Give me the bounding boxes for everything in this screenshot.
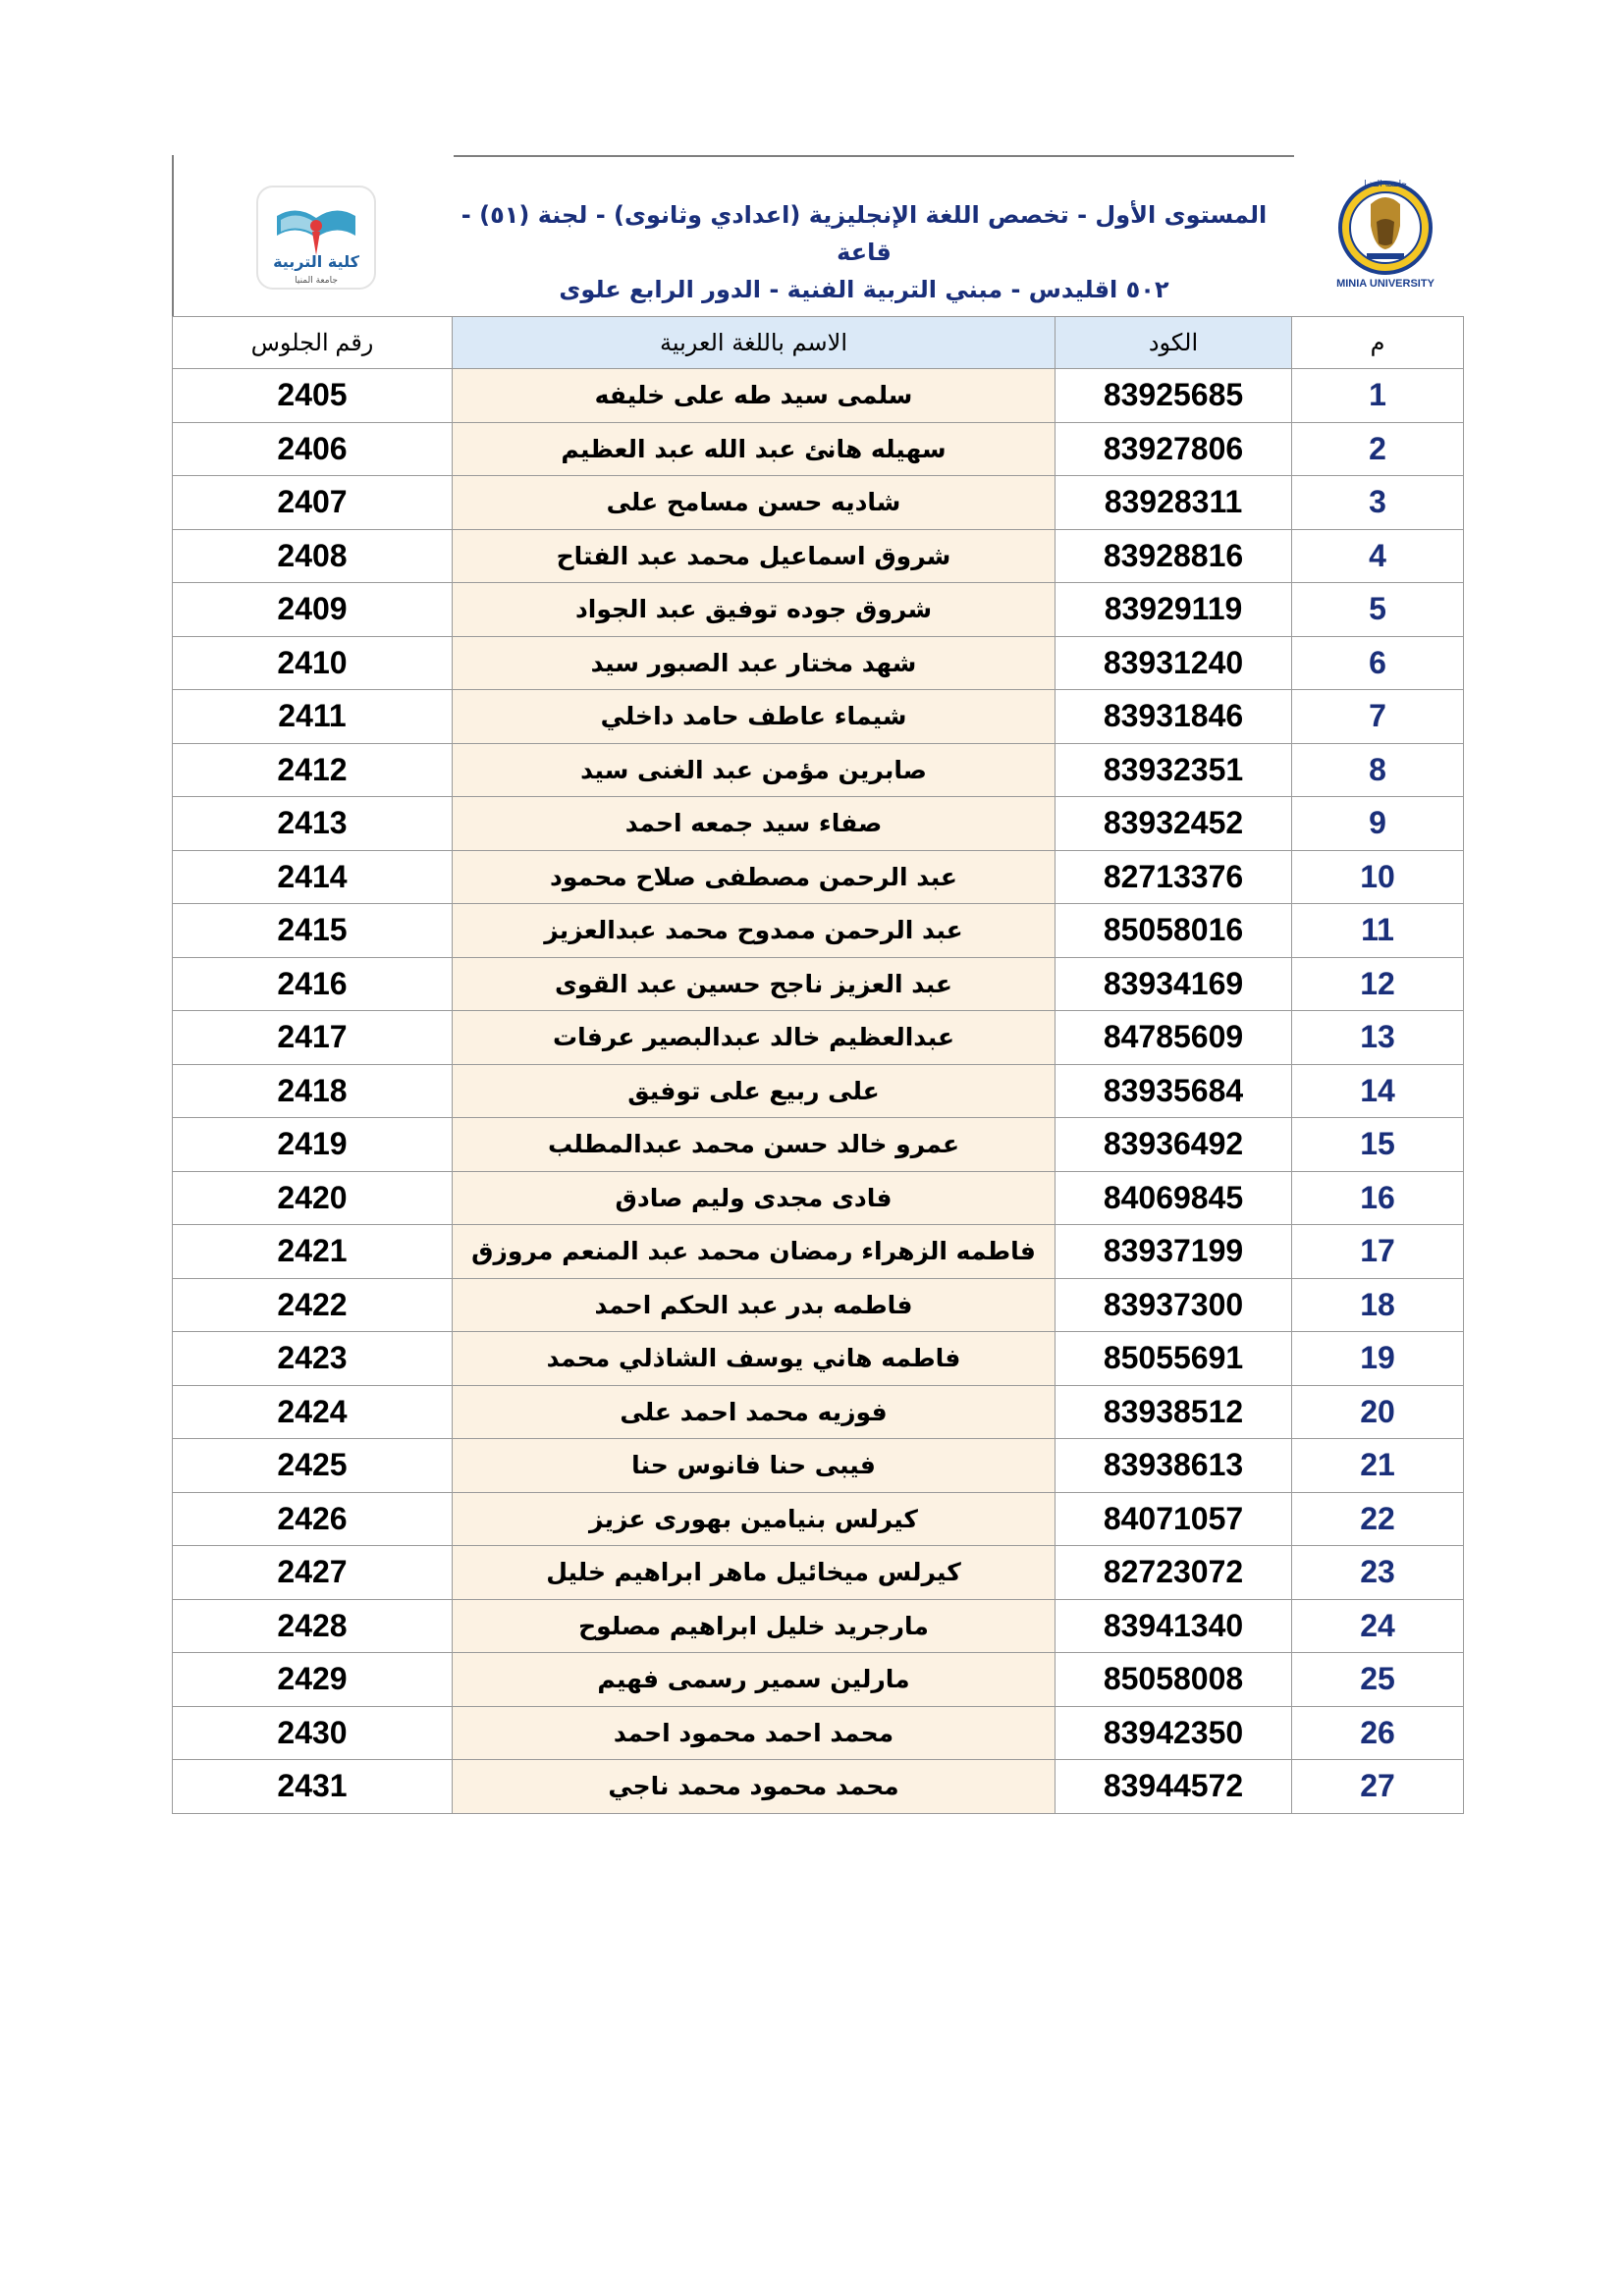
row-index: 4	[1292, 529, 1464, 583]
row-seat-number: 2417	[173, 1011, 453, 1065]
row-seat-number: 2415	[173, 904, 453, 958]
row-code: 83927806	[1056, 422, 1292, 476]
right-logo-caption: MINIA UNIVERSITY	[1336, 278, 1435, 290]
table-row	[173, 1118, 1464, 1172]
row-index: 15	[1292, 1118, 1464, 1172]
row-seat-number: 2405	[173, 369, 453, 423]
row-code: 85055691	[1056, 1332, 1292, 1386]
row-index: 8	[1292, 743, 1464, 797]
row-code: 83938512	[1056, 1385, 1292, 1439]
column-header-seat: رقم الجلوس	[173, 317, 453, 369]
row-name: شيماء عاطف حامد داخلي	[453, 690, 1056, 744]
row-index: 16	[1292, 1171, 1464, 1225]
row-seat-number: 2413	[173, 797, 453, 851]
row-index: 7	[1292, 690, 1464, 744]
row-name: مارجريد خليل ابراهيم مصلوح	[453, 1599, 1056, 1653]
row-code: 83928311	[1056, 476, 1292, 530]
table-row	[173, 369, 1464, 423]
column-header-code: الكود	[1056, 317, 1292, 369]
row-code: 83929119	[1056, 583, 1292, 637]
row-index: 26	[1292, 1706, 1464, 1760]
table-row	[173, 797, 1464, 851]
table-row	[173, 1760, 1464, 1814]
row-seat-number: 2428	[173, 1599, 453, 1653]
row-index: 5	[1292, 583, 1464, 637]
table-row	[173, 743, 1464, 797]
row-name: فاطمه هاني يوسف الشاذلي محمد	[453, 1332, 1056, 1386]
student-roster-table	[172, 316, 1464, 1814]
row-name: صابرين مؤمن عبد الغنى سيد	[453, 743, 1056, 797]
table-body	[173, 369, 1464, 1814]
row-seat-number: 2416	[173, 957, 453, 1011]
row-code: 82723072	[1056, 1546, 1292, 1600]
table-row	[173, 904, 1464, 958]
row-name: شروق اسماعيل محمد عبد الفتاح	[453, 529, 1056, 583]
table-row	[173, 850, 1464, 904]
row-name: مارلين سمير رسمى فهيم	[453, 1653, 1056, 1707]
row-index: 10	[1292, 850, 1464, 904]
row-name: سلمى سيد طه على خليفه	[453, 369, 1056, 423]
row-index: 20	[1292, 1385, 1464, 1439]
row-code: 83931846	[1056, 690, 1292, 744]
row-seat-number: 2424	[173, 1385, 453, 1439]
row-code: 85058008	[1056, 1653, 1292, 1707]
row-code: 85058016	[1056, 904, 1292, 958]
row-index: 6	[1292, 636, 1464, 690]
row-index: 18	[1292, 1278, 1464, 1332]
row-name: عبد العزيز ناجح حسين عبد القوى	[453, 957, 1056, 1011]
column-header-index: م	[1292, 317, 1464, 369]
left-logo-sub: جامعة المنيا	[295, 276, 338, 286]
table-row	[173, 1225, 1464, 1279]
row-code: 83937199	[1056, 1225, 1292, 1279]
table-row	[173, 1171, 1464, 1225]
row-code: 84069845	[1056, 1171, 1292, 1225]
table-row	[173, 529, 1464, 583]
table-row	[173, 583, 1464, 637]
header-left-rule	[172, 155, 174, 316]
row-name: شهد مختار عبد الصبور سيد	[453, 636, 1056, 690]
column-header-name: الاسم باللغة العربية	[453, 317, 1056, 369]
row-seat-number: 2409	[173, 583, 453, 637]
row-code: 83932452	[1056, 797, 1292, 851]
row-index: 11	[1292, 904, 1464, 958]
row-code: 83937300	[1056, 1278, 1292, 1332]
row-seat-number: 2431	[173, 1760, 453, 1814]
row-seat-number: 2429	[173, 1653, 453, 1707]
row-code: 83935684	[1056, 1064, 1292, 1118]
row-name: شروق جوده توفيق عبد الجواد	[453, 583, 1056, 637]
row-code: 82713376	[1056, 850, 1292, 904]
row-name: محمد محمود محمد ناجي	[453, 1760, 1056, 1814]
faculty-of-education-logo	[230, 177, 403, 296]
row-name: فيبى حنا فانوس حنا	[453, 1439, 1056, 1493]
row-name: كيرلس بنيامين بهورى عزيز	[453, 1492, 1056, 1546]
row-code: 83942350	[1056, 1706, 1292, 1760]
row-code: 83925685	[1056, 369, 1292, 423]
row-name: على ربيع على توفيق	[453, 1064, 1056, 1118]
row-index: 13	[1292, 1011, 1464, 1065]
table-row	[173, 690, 1464, 744]
minia-university-logo-icon	[1327, 177, 1443, 296]
table-row	[173, 1599, 1464, 1653]
table-row	[173, 1706, 1464, 1760]
row-index: 24	[1292, 1599, 1464, 1653]
row-name: محمد احمد محمود احمد	[453, 1706, 1056, 1760]
faculty-logo-icon	[230, 177, 403, 296]
row-name: عبدالعظيم خالد عبدالبصير عرفات	[453, 1011, 1056, 1065]
row-name: فاطمه الزهراء رمضان محمد عبد المنعم مروزق	[453, 1225, 1056, 1279]
row-seat-number: 2406	[173, 422, 453, 476]
row-index: 17	[1292, 1225, 1464, 1279]
table-row	[173, 1653, 1464, 1707]
row-index: 9	[1292, 797, 1464, 851]
row-seat-number: 2430	[173, 1706, 453, 1760]
row-seat-number: 2421	[173, 1225, 453, 1279]
row-index: 3	[1292, 476, 1464, 530]
row-seat-number: 2412	[173, 743, 453, 797]
row-code: 83944572	[1056, 1760, 1292, 1814]
table-header-row	[173, 317, 1464, 369]
row-name: سهيله هانئ عبد الله عبد العظيم	[453, 422, 1056, 476]
row-index: 22	[1292, 1492, 1464, 1546]
row-code: 83932351	[1056, 743, 1292, 797]
row-seat-number: 2408	[173, 529, 453, 583]
row-code: 83928816	[1056, 529, 1292, 583]
row-name: عبد الرحمن مصطفى صلاح محمود	[453, 850, 1056, 904]
row-name: فوزيه محمد احمد على	[453, 1385, 1056, 1439]
table-row	[173, 422, 1464, 476]
table-row	[173, 1064, 1464, 1118]
table-row	[173, 636, 1464, 690]
row-name: فاطمه بدر عبد الحكم احمد	[453, 1278, 1056, 1332]
row-code: 83941340	[1056, 1599, 1292, 1653]
right-logo-arabic: جامعة المنيا	[1364, 180, 1407, 189]
row-code: 83936492	[1056, 1118, 1292, 1172]
row-index: 2	[1292, 422, 1464, 476]
row-code: 83938613	[1056, 1439, 1292, 1493]
row-seat-number: 2414	[173, 850, 453, 904]
row-index: 23	[1292, 1546, 1464, 1600]
row-seat-number: 2418	[173, 1064, 453, 1118]
row-seat-number: 2422	[173, 1278, 453, 1332]
row-seat-number: 2411	[173, 690, 453, 744]
minia-university-logo	[1327, 177, 1443, 296]
row-name: عمرو خالد حسن محمد عبدالمطلب	[453, 1118, 1056, 1172]
row-seat-number: 2427	[173, 1546, 453, 1600]
row-index: 12	[1292, 957, 1464, 1011]
table-row	[173, 1439, 1464, 1493]
row-seat-number: 2410	[173, 636, 453, 690]
row-name: شاديه حسن مسامح على	[453, 476, 1056, 530]
row-index: 25	[1292, 1653, 1464, 1707]
row-index: 19	[1292, 1332, 1464, 1386]
row-index: 1	[1292, 369, 1464, 423]
row-index: 27	[1292, 1760, 1464, 1814]
row-seat-number: 2426	[173, 1492, 453, 1546]
table-row	[173, 1385, 1464, 1439]
row-code: 84785609	[1056, 1011, 1292, 1065]
row-index: 14	[1292, 1064, 1464, 1118]
row-name: صفاء سيد جمعه احمد	[453, 797, 1056, 851]
row-seat-number: 2423	[173, 1332, 453, 1386]
table-row	[173, 476, 1464, 530]
table-row	[173, 1011, 1464, 1065]
row-name: كيرلس ميخائيل ماهر ابراهيم خليل	[453, 1546, 1056, 1600]
row-seat-number: 2420	[173, 1171, 453, 1225]
table-row	[173, 1492, 1464, 1546]
table-row	[173, 1332, 1464, 1386]
row-name: عبد الرحمن ممدوح محمد عبدالعزيز	[453, 904, 1056, 958]
left-logo-caption: كلية التربية	[273, 252, 359, 271]
row-code: 83931240	[1056, 636, 1292, 690]
row-seat-number: 2407	[173, 476, 453, 530]
row-index: 21	[1292, 1439, 1464, 1493]
table-row	[173, 957, 1464, 1011]
page-title	[432, 196, 1296, 308]
title-line-1: المستوى الأول - تخصص اللغة الإنجليزية (اعدادي وثانوى) - لجنة (٥١) - قاعة	[460, 201, 1268, 266]
title-line-2: ٥٠٢ اقليدس - مبني التربية الفنية - الدور الرابع علوى	[559, 276, 1169, 303]
header-top-rule	[454, 155, 1294, 157]
table-row	[173, 1278, 1464, 1332]
row-seat-number: 2425	[173, 1439, 453, 1493]
row-code: 83934169	[1056, 957, 1292, 1011]
row-name: فادى مجدى وليم صادق	[453, 1171, 1056, 1225]
row-code: 84071057	[1056, 1492, 1292, 1546]
row-seat-number: 2419	[173, 1118, 453, 1172]
table-row	[173, 1546, 1464, 1600]
